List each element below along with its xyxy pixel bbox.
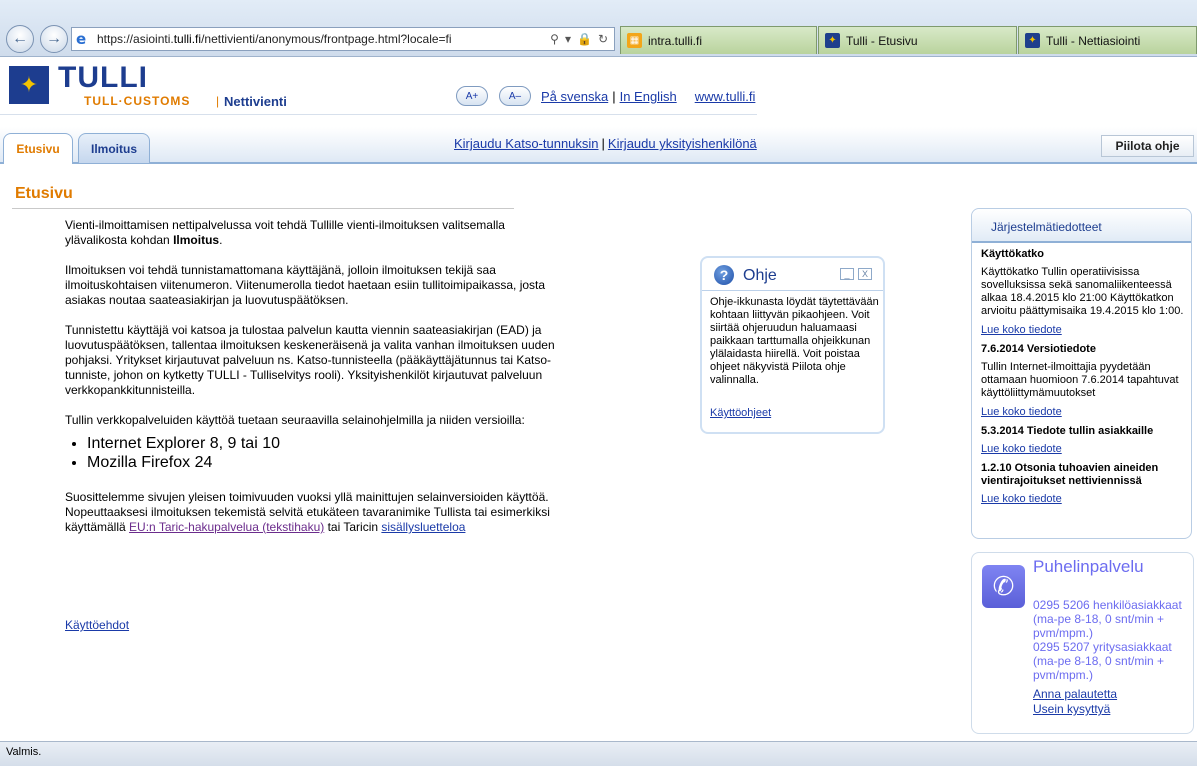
logo-subtitle: TULL·CUSTOMS	[84, 94, 191, 108]
list-item: • Mozilla Firefox 24	[87, 453, 570, 472]
hide-help-button[interactable]: Piilota ohje	[1101, 135, 1194, 157]
help-text: Ohje-ikkunasta löydät täytettävään kohtaan liittyvän pikaohjeen. Voit siirtää ohjeruudun haluamaasi paikkaan tarttumalla ohjeikkunan ylälaidasta hiirellä. Voit poistaa ohjeet näkyvistä Piilota ohje valinnalla.	[710, 296, 879, 386]
notice-text: Käyttökatko Tullin operatiivisissa sovelluksissa sekä sanomaliikenteessä alkaa 18.4.2015 klo 21:00 Käyttökatkon arvioitu päättymisaika 19.4.2015 klo 1:00.	[981, 266, 1184, 317]
phone-service-panel	[971, 552, 1194, 734]
ie-icon: e	[76, 30, 87, 48]
browser-support-paragraph: Tullin verkkopalveluiden käyttöä tuetaan seuraavilla selainohjelmilla ja niiden versioilla:	[65, 413, 525, 427]
search-icon[interactable]: ⚲	[550, 32, 559, 46]
address-url[interactable]: https://asiointi.tulli.fi/nettivienti/anonymous/frontpage.html?locale=fi	[97, 32, 452, 46]
phone-title: Puhelinpalvelu	[1033, 557, 1144, 576]
lock-icon[interactable]: 🔒	[576, 32, 592, 46]
anonymous-paragraph: Ilmoituksen voi tehdä tunnistamattomana käyttäjänä, jolloin ilmoituksen tekijä saa ilmoituskohtaisen viitenumeron. Viitenumerolla tiedot haetaan esiin tullitoimipaikassa, josta asiakas noutaa saateasiakirjan ja luovutuspäätöksen.	[65, 263, 546, 307]
intro-paragraph: Vienti-ilmoittamisen nettipalvelussa voit tehdä Tullille vienti-ilmoituksen valitsemalla ylävalikosta kohdan Ilmoitus.	[65, 218, 505, 247]
tulli-logo-emblem-icon: ✦	[9, 66, 49, 104]
browser-tab-intra[interactable]: ▦ intra.tulli.fi	[620, 26, 817, 54]
notice-title: 1.2.10 Otsonia tuhoavien aineiden vientirajoitukset nettiviennissä	[981, 462, 1159, 487]
status-bar	[0, 741, 1197, 766]
browser-tab-etusivu[interactable]: ✦ Tulli - Etusivu	[818, 26, 1017, 54]
logo-title: TULLI	[58, 61, 148, 94]
tab-etusivu[interactable]: Etusivu	[3, 133, 73, 164]
faq-link[interactable]: Usein kysyttyä	[1033, 702, 1111, 716]
read-notice-link[interactable]: Lue koko tiedote	[981, 324, 1062, 336]
main-content	[65, 218, 570, 535]
phone-icon: ✆	[982, 565, 1025, 608]
terms-link[interactable]: Käyttöehdot	[65, 618, 130, 632]
page-title: Etusivu	[15, 185, 73, 202]
login-private-link[interactable]: Kirjaudu yksityishenkilönä	[607, 136, 757, 151]
app-name: Nettivienti	[224, 94, 287, 109]
close-help-button[interactable]: X	[858, 268, 872, 280]
system-notices-panel	[971, 208, 1192, 539]
taric-search-link[interactable]: EU:n Taric-hakupalvelua (tekstihaku)	[129, 520, 325, 534]
authenticated-paragraph: Tunnistettu käyttäjä voi katsoa ja tulostaa palvelun kautta viennin saateasiakirjan (EAD) ja luovutuspäätöksen, tallentaa ilmoituksen keskeneräisenä ja valita vanhan ilmoituksen uuden pohjaksi. Yritykset kirjautuvat palveluun ns. Katso-tunnisteella (pääkäyttäjätunnus tai Katso-tunniste, johon on kytketty TULLI - Tulliselvitys rooli). Yksityishenkilöt kirjautuvat palveluun verkkopankkitunnisteilla.	[65, 323, 555, 397]
help-title: Ohje	[743, 267, 777, 284]
taric-contents-link[interactable]: sisällysluetteloa	[381, 520, 466, 534]
status-text: Valmis.	[6, 746, 42, 758]
font-increase-button[interactable]: A+	[456, 86, 488, 106]
address-bar[interactable]	[71, 27, 615, 51]
title-divider	[12, 208, 514, 209]
login-links: Kirjaudu Katso-tunnuksin | Kirjaudu yksityishenkilönä	[454, 136, 757, 151]
minimize-help-button[interactable]: _	[840, 268, 854, 280]
forward-arrow-icon: →	[46, 30, 62, 47]
back-button[interactable]	[6, 25, 34, 53]
language-links: På svenska | In English www.tulli.fi	[541, 89, 756, 104]
list-item: • Internet Explorer 8, 9 tai 10	[87, 434, 570, 453]
phone-links	[1033, 687, 1117, 717]
tulli-site-link[interactable]: www.tulli.fi	[694, 89, 756, 104]
feedback-link[interactable]: Anna palautetta	[1033, 687, 1118, 701]
notices-list	[981, 248, 1187, 512]
refresh-icon[interactable]: ↻	[597, 32, 608, 46]
browser-tab-nettiasiointi[interactable]: ✦ Tulli - Nettiasiointi	[1018, 26, 1197, 54]
notice-title: 5.3.2014 Tiedote tullin asiakkaille	[981, 425, 1154, 437]
notice-text: Tullin Internet-ilmoittajia pyydetään ottamaan huomioon 7.6.2014 tapahtuvat käyttöliittymämuutokset	[981, 361, 1179, 399]
help-window-header[interactable]	[702, 258, 883, 291]
dropdown-icon[interactable]: ▾	[564, 32, 571, 46]
notices-header	[972, 209, 1191, 243]
tulli-icon: ✦	[1025, 33, 1040, 48]
read-notice-link[interactable]: Lue koko tiedote	[981, 443, 1062, 455]
recommendation-paragraph: Suosittelemme sivujen yleisen toimivuuden vuoksi yllä mainittujen selainversioiden käyttöä. Nopeuttaaksesi ilmoituksen tekemistä selvitä etukäteen tavaranimike Tullista tai esimerkiksi käyttämällä EU:n Taric-hakupalvelua (tekstihaku) tai Taricin sisällysluetteloa	[65, 490, 550, 534]
read-notice-link[interactable]: Lue koko tiedote	[981, 493, 1062, 505]
phone-details: 0295 5206 henkilöasiakkaat (ma-pe 8-18, 0 snt/min + pvm/mpm.) 0295 5207 yritysasiakkaat (ma-pe 8-18, 0 snt/min + pvm/mpm.)	[1033, 598, 1182, 682]
notice-title: 7.6.2014 Versiotiedote	[981, 343, 1096, 355]
back-arrow-icon: ←	[12, 30, 28, 47]
english-link[interactable]: In English	[619, 89, 677, 104]
login-katso-link[interactable]: Kirjaudu Katso-tunnuksin	[454, 136, 599, 151]
forward-button[interactable]	[40, 25, 68, 53]
logo-separator: |	[216, 94, 220, 108]
user-guide-link[interactable]: Käyttöohjeet	[710, 407, 772, 419]
help-question-icon: ?	[714, 265, 734, 285]
header-divider	[0, 114, 757, 115]
browser-toolbar	[0, 0, 1197, 57]
help-window[interactable]	[700, 256, 885, 434]
read-notice-link[interactable]: Lue koko tiedote	[981, 406, 1062, 418]
notices-title: Järjestelmätiedotteet	[991, 220, 1102, 234]
font-decrease-button[interactable]: A–	[499, 86, 531, 106]
intranet-icon: ▦	[627, 33, 642, 48]
tulli-icon: ✦	[825, 33, 840, 48]
swedish-link[interactable]: På svenska	[541, 89, 609, 104]
browser-list	[65, 434, 570, 472]
notice-title: Käyttökatko	[981, 248, 1044, 260]
tab-ilmoitus[interactable]: Ilmoitus	[78, 133, 150, 163]
